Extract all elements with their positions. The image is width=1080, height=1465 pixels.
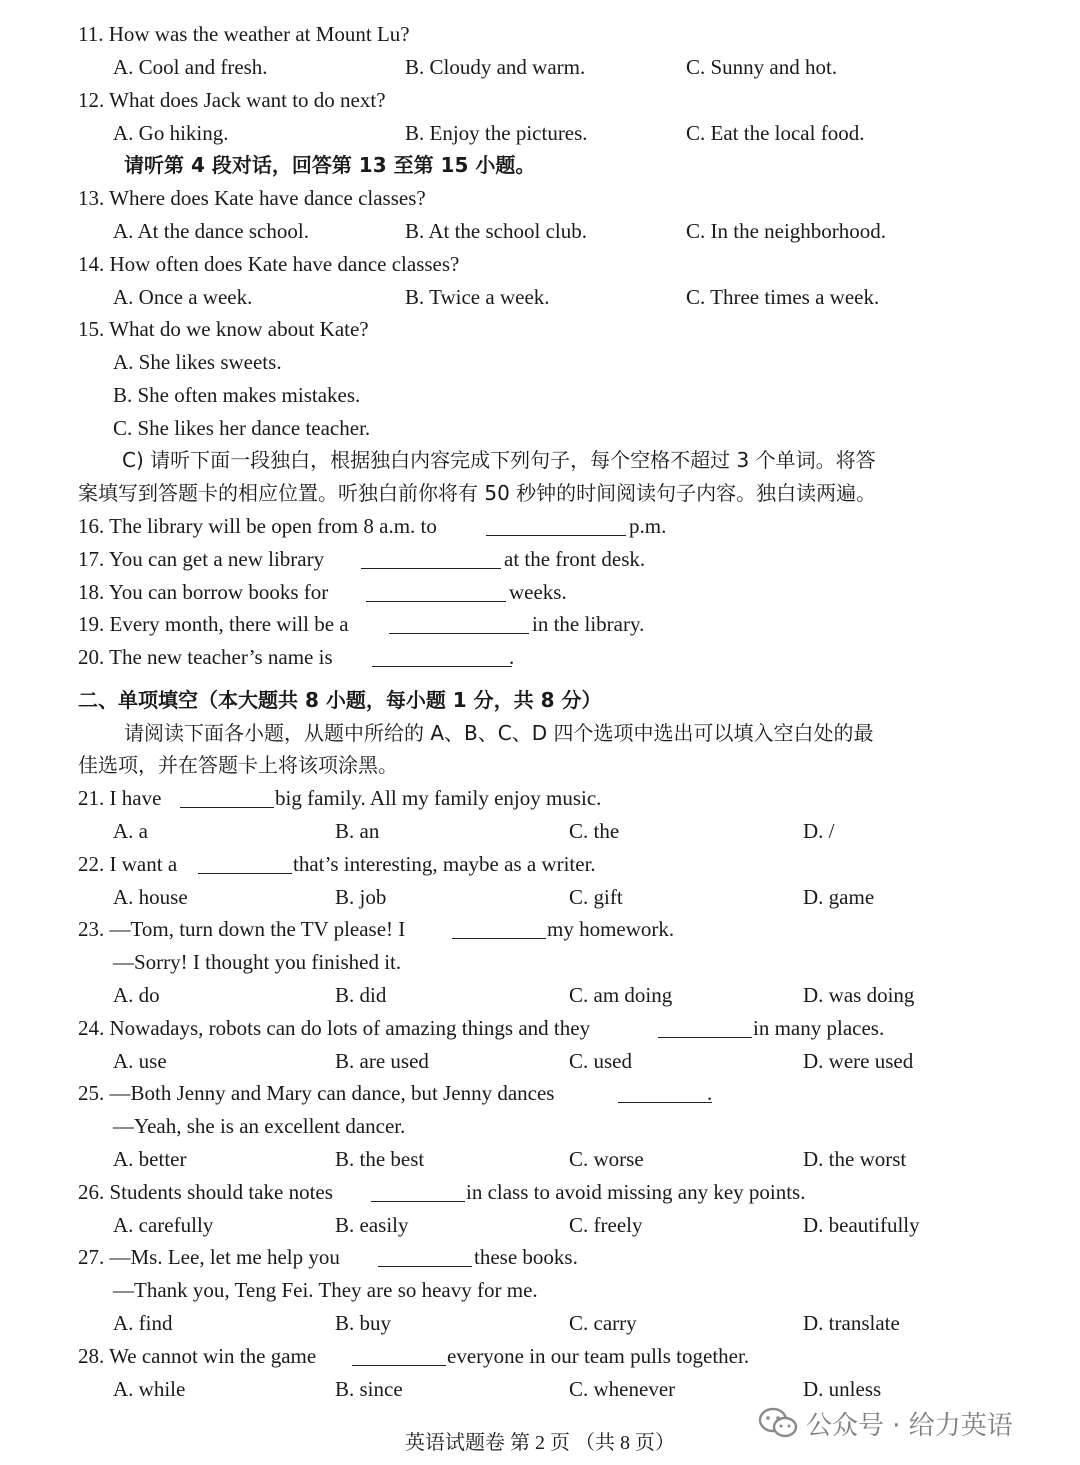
line-text: my homework.: [547, 917, 675, 941]
text-line: [0, 1110, 1080, 1143]
line-text: C. the: [569, 819, 620, 843]
line-text: p.m.: [629, 514, 667, 538]
line-text: C. freely: [569, 1213, 643, 1237]
answer-blank: [618, 1080, 712, 1103]
text-line: [0, 979, 1080, 1012]
line-text: these books.: [474, 1245, 578, 1269]
line-text: B. Enjoy the pictures.: [405, 121, 588, 145]
line-text: 23. —Tom, turn down the TV please! I: [78, 917, 406, 941]
line-text: C. gift: [569, 885, 623, 909]
text-line: [0, 84, 1080, 117]
text-line: [0, 1176, 1080, 1209]
text-line: [0, 1045, 1080, 1078]
line-text: 15. What do we know about Kate?: [78, 317, 369, 341]
line-text: D. /: [803, 819, 835, 843]
text-line: [0, 248, 1080, 281]
answer-blank: [198, 851, 292, 874]
text-line: [0, 576, 1080, 609]
text-line: [0, 913, 1080, 946]
line-text: B. since: [335, 1377, 403, 1401]
line-text: A. Once a week.: [113, 285, 253, 309]
line-text: A. while: [113, 1377, 186, 1401]
line-text: 26. Students should take notes: [78, 1180, 333, 1204]
text-line: [0, 1340, 1080, 1373]
text-line: [0, 684, 1080, 717]
watermark: [758, 1403, 1013, 1443]
line-text: C. In the neighborhood.: [686, 219, 887, 243]
line-text: C) 请听下面一段独白，根据独白内容完成下列句子，每个空格不超过 3 个单词。将答: [122, 448, 876, 472]
text-line: [0, 1143, 1080, 1176]
line-text: C. Three times a week.: [686, 285, 880, 309]
line-text: A. do: [113, 983, 160, 1007]
text-line: [0, 149, 1080, 182]
line-text: in the library.: [532, 612, 645, 636]
line-text: 佳选项，并在答题卡上将该项涂黑。: [78, 753, 398, 777]
line-text: 21. I have: [78, 786, 162, 810]
text-line: [0, 51, 1080, 84]
line-text: D. game: [803, 885, 875, 909]
line-text: A. use: [113, 1049, 167, 1073]
line-text: —Sorry! I thought you finished it.: [113, 950, 402, 974]
answer-blank: [371, 1179, 465, 1202]
line-text: weeks.: [509, 580, 567, 604]
answer-blank: [378, 1244, 472, 1267]
text-line: [0, 379, 1080, 412]
text-line: [0, 510, 1080, 543]
line-text: B. job: [335, 885, 387, 909]
text-line: [0, 18, 1080, 51]
line-text: 25. —Both Jenny and Mary can dance, but Jenny dances: [78, 1081, 555, 1105]
line-text: B. did: [335, 983, 387, 1007]
line-text: at the front desk.: [504, 547, 646, 571]
text-line: [0, 281, 1080, 314]
line-text: B. Twice a week.: [405, 285, 550, 309]
line-text: A. a: [113, 819, 148, 843]
text-line: [0, 1077, 1080, 1110]
line-text: C. am doing: [569, 983, 673, 1007]
line-text: 13. Where does Kate have dance classes?: [78, 186, 426, 210]
text-line: [0, 815, 1080, 848]
line-text: 19. Every month, there will be a: [78, 612, 349, 636]
line-text: 二、单项填空（本大题共 8 小题，每小题 1 分，共 8 分）: [78, 688, 602, 712]
line-text: C. whenever: [569, 1377, 676, 1401]
line-text: 14. How often does Kate have dance classes?: [78, 252, 460, 276]
line-text: D. the worst: [803, 1147, 907, 1171]
line-text: —Thank you, Teng Fei. They are so heavy for me.: [113, 1278, 538, 1302]
line-text: C. used: [569, 1049, 632, 1073]
wechat-icon: [758, 1407, 798, 1439]
line-text: D. were used: [803, 1049, 914, 1073]
text-line: [0, 782, 1080, 815]
line-text: 12. What does Jack want to do next?: [78, 88, 386, 112]
answer-blank: [361, 546, 501, 569]
watermark-text: 公众号 · 给力英语: [806, 1410, 1013, 1441]
text-line: [0, 477, 1080, 510]
line-text: C. She likes her dance teacher.: [113, 416, 371, 440]
text-line: [0, 346, 1080, 379]
line-text: 请阅读下面各小题，从题中所给的 A、B、C、D 四个选项中选出可以填入空白处的最: [124, 721, 874, 745]
text-line: [0, 749, 1080, 782]
text-line: [0, 608, 1080, 641]
line-text: C. Eat the local food.: [686, 121, 865, 145]
line-text: D. unless: [803, 1377, 882, 1401]
line-text: everyone in our team pulls together.: [447, 1344, 750, 1368]
text-line: [0, 881, 1080, 914]
line-text: A. Cool and fresh.: [113, 55, 268, 79]
answer-blank: [452, 916, 546, 939]
line-text: B. easily: [335, 1213, 409, 1237]
line-text: 18. You can borrow books for: [78, 580, 329, 604]
line-text: A. find: [113, 1311, 173, 1335]
line-text: B. At the school club.: [405, 219, 587, 243]
line-text: that’s interesting, maybe as a writer.: [293, 852, 596, 876]
line-text: —Yeah, she is an excellent dancer.: [113, 1114, 406, 1138]
line-text: B. buy: [335, 1311, 392, 1335]
text-line: [0, 543, 1080, 576]
line-text: in many places.: [753, 1016, 885, 1040]
text-line: [0, 313, 1080, 346]
answer-blank: [372, 644, 512, 667]
text-line: [0, 1241, 1080, 1274]
text-line: [0, 1274, 1080, 1307]
text-line: [0, 717, 1080, 750]
text-line: [0, 412, 1080, 445]
text-line: [0, 1373, 1080, 1406]
line-text: D. was doing: [803, 983, 915, 1007]
answer-blank: [352, 1343, 446, 1366]
line-text: 22. I want a: [78, 852, 178, 876]
line-text: .: [707, 1081, 713, 1105]
line-text: 17. You can get a new library: [78, 547, 325, 571]
line-text: B. Cloudy and warm.: [405, 55, 586, 79]
line-text: B. She often makes mistakes.: [113, 383, 361, 407]
page-footer: 英语试题卷 第 2 页 （共 8 页）: [405, 1432, 675, 1454]
line-text: 16. The library will be open from 8 a.m. to: [78, 514, 437, 538]
line-text: D. beautifully: [803, 1213, 920, 1237]
text-line: [0, 1307, 1080, 1340]
line-text: in class to avoid missing any key points.: [466, 1180, 806, 1204]
line-text: B. the best: [335, 1147, 425, 1171]
text-line: [0, 117, 1080, 150]
line-text: 11. How was the weather at Mount Lu?: [78, 22, 410, 46]
text-line: [0, 848, 1080, 881]
text-line: [0, 182, 1080, 215]
line-text: 请听第 4 段对话，回答第 13 至第 15 小题。: [124, 153, 536, 177]
line-text: A. better: [113, 1147, 187, 1171]
line-text: A. She likes sweets.: [113, 350, 282, 374]
line-text: A. house: [113, 885, 188, 909]
text-line: [0, 444, 1080, 477]
line-text: big family. All my family enjoy music.: [275, 786, 602, 810]
line-text: C. worse: [569, 1147, 644, 1171]
line-text: 28. We cannot win the game: [78, 1344, 317, 1368]
line-text: 20. The new teacher’s name is: [78, 645, 333, 669]
text-line: [0, 215, 1080, 248]
line-text: D. translate: [803, 1311, 900, 1335]
answer-blank: [658, 1015, 752, 1038]
line-text: B. are used: [335, 1049, 429, 1073]
answer-blank: [180, 785, 274, 808]
text-line: [0, 1209, 1080, 1242]
line-text: C. Sunny and hot.: [686, 55, 838, 79]
text-line: [0, 641, 1080, 674]
text-line: [0, 946, 1080, 979]
line-text: A. carefully: [113, 1213, 214, 1237]
answer-blank: [389, 611, 529, 634]
text-line: [0, 1012, 1080, 1045]
line-text: 案填写到答题卡的相应位置。听独白前你将有 50 秒钟的时间阅读句子内容。独白读两遍。: [78, 481, 877, 505]
line-text: C. carry: [569, 1311, 637, 1335]
line-text: A. At the dance school.: [113, 219, 309, 243]
answer-blank: [486, 513, 626, 536]
line-text: B. an: [335, 819, 380, 843]
line-text: 27. —Ms. Lee, let me help you: [78, 1245, 340, 1269]
line-text: 24. Nowadays, robots can do lots of amazing things and they: [78, 1016, 591, 1040]
line-text: .: [509, 645, 515, 669]
line-text: A. Go hiking.: [113, 121, 229, 145]
answer-blank: [366, 579, 506, 602]
